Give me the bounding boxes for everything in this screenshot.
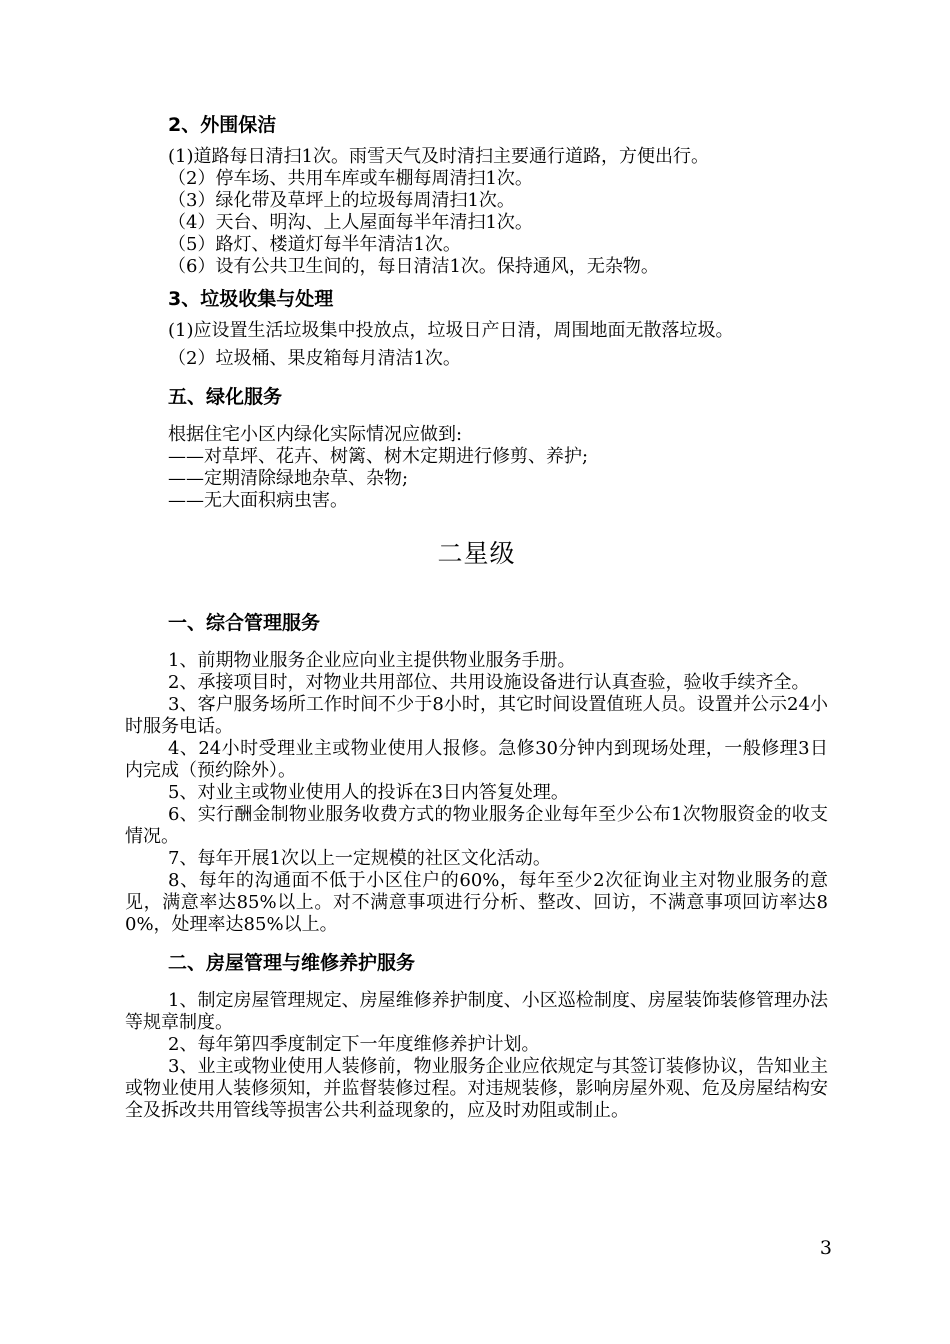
section-heading-housing-maintenance: 二、房屋管理与维修养护服务: [168, 952, 416, 974]
section-heading-general-management: 一、综合管理服务: [168, 612, 321, 634]
paragraph: ——对草坪、花卉、树篱、树木定期进行修剪、养护;: [168, 446, 589, 467]
paragraph: 3、客户服务场所工作时间不少于8小时，其它时间设置值班人员。设置并公示24小时服务电话。: [125, 694, 828, 737]
paragraph: （3）绿化带及草坪上的垃圾每周清扫1次。: [168, 190, 515, 211]
paragraph: (1)道路每日清扫1次。雨雪天气及时清扫主要通行道路，方便出行。: [168, 146, 709, 167]
paragraph: 2、每年第四季度制定下一年度维修养护计划。: [168, 1034, 540, 1055]
section-heading-garbage: 3、垃圾收集与处理: [168, 288, 334, 310]
paragraph: （5）路灯、楼道灯每半年清洁1次。: [168, 234, 461, 255]
paragraph: （2）停车场、共用车库或车棚每周清扫1次。: [168, 168, 533, 189]
section-heading-greening: 五、绿化服务: [168, 386, 283, 408]
paragraph: （2）垃圾桶、果皮箱每月清洁1次。: [168, 348, 461, 369]
paragraph: 3、业主或物业使用人装修前，物业服务企业应依规定与其签订装修协议，告知业主或物业使用人装修须知，并监督装修过程。对违规装修，影响房屋外观、危及房屋结构安全及拆改共用管线等损害公共利益现象的，应及时劝阻或制止。: [125, 1056, 828, 1121]
paragraph: （4）天台、明沟、上人屋面每半年清扫1次。: [168, 212, 533, 233]
paragraph: 1、前期物业服务企业应向业主提供物业服务手册。: [168, 650, 576, 671]
paragraph: 2、承接项目时，对物业共用部位、共用设施设备进行认真查验，验收手续齐全。: [168, 672, 810, 693]
paragraph: 1、制定房屋管理规定、房屋维修养护制度、小区巡检制度、房屋装饰装修管理办法等规章制度。: [125, 990, 828, 1033]
paragraph: 4、24小时受理业主或物业使用人报修。急修30分钟内到现场处理，一般修理3日内完成（预约除外）。: [125, 738, 828, 781]
paragraph: (1)应设置生活垃圾集中投放点，垃圾日产日清，周围地面无散落垃圾。: [168, 320, 734, 341]
section-heading-outdoor-cleaning: 2、外围保洁: [168, 114, 277, 136]
paragraph: ——定期清除绿地杂草、杂物;: [168, 468, 409, 489]
page-title: 二星级: [437, 539, 516, 568]
paragraph: 6、实行酬金制物业服务收费方式的物业服务企业每年至少公布1次物服资金的收支情况。: [125, 804, 828, 847]
paragraph: 根据住宅小区内绿化实际情况应做到:: [168, 424, 463, 445]
page-number: 3: [819, 1237, 832, 1259]
paragraph: ——无大面积病虫害。: [168, 490, 348, 511]
page-content: [125, 112, 828, 1122]
paragraph: 8、每年的沟通面不低于小区住户的60%，每年至少2次征询业主对物业服务的意见，满意率达85%以上。对不满意事项进行分析、整改、回访，不满意事项回访率达80%，处理率达85%以上。: [125, 870, 828, 935]
paragraph: 5、对业主或物业使用人的投诉在3日内答复处理。: [168, 782, 569, 803]
paragraph: 7、每年开展1次以上一定规模的社区文化活动。: [168, 848, 551, 869]
paragraph: （6）设有公共卫生间的，每日清洁1次。保持通风，无杂物。: [168, 256, 659, 277]
